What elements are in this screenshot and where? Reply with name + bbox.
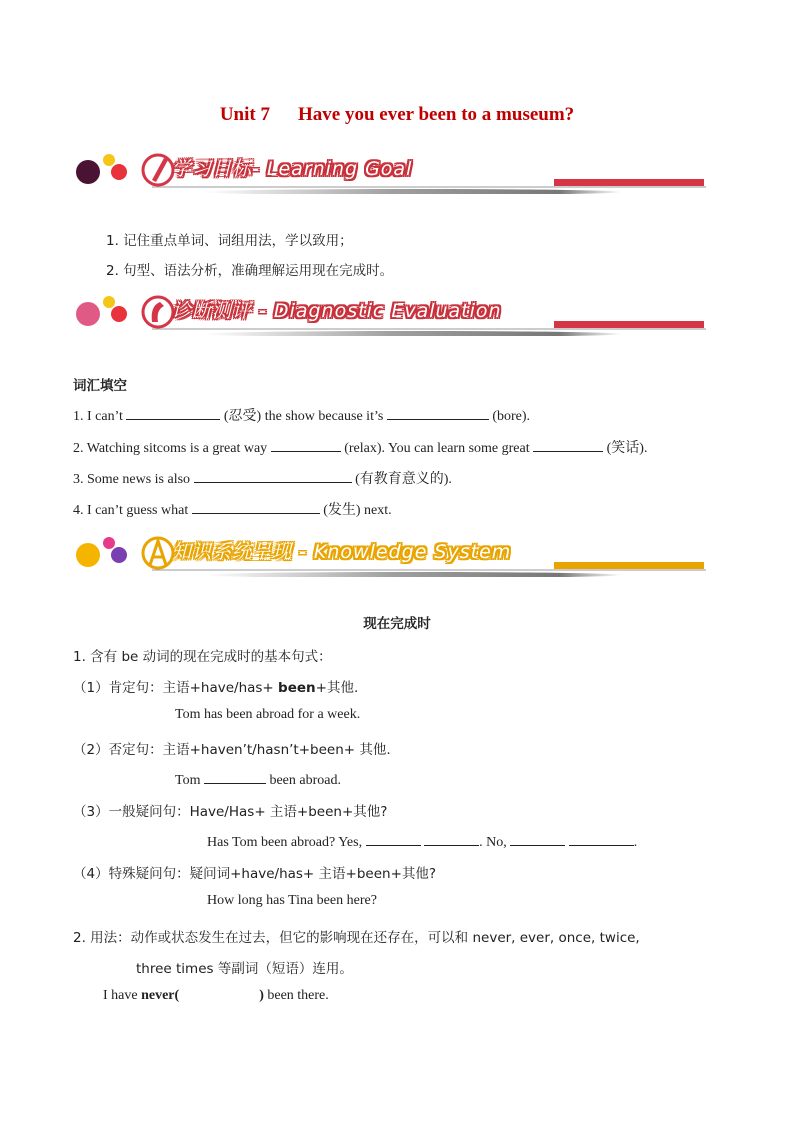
knowledge-point-2: 2. 用法：动作或状态发生在过去，但它的影响现在还存在，可以和 never, ever, once, twice, [73, 930, 640, 946]
page-title [0, 104, 794, 126]
dot-purple-icon [111, 547, 127, 563]
goal-item: 2. 句型、语法分析，准确理解运用现在完成时。 [106, 263, 394, 279]
vocab-question-4: 4. I can’t guess what (发生) next. [73, 499, 392, 519]
answer-blank[interactable] [126, 405, 220, 420]
answer-blank[interactable] [194, 468, 352, 483]
sentence-negative: （2）否定句：主语+haven’t/hasn’t+been+ 其他. [73, 742, 391, 758]
vocab-heading: 词汇填空 [73, 378, 127, 394]
answer-blank[interactable] [424, 831, 479, 846]
answer-blank[interactable] [204, 769, 266, 784]
sentence-affirmative: （1）肯定句：主语+have/has+ been+其他. [73, 680, 359, 696]
section-banner-knowledge [72, 533, 712, 577]
answer-blank[interactable] [510, 831, 565, 846]
banner-label: 知识系统呈现 - Knowledge System [172, 541, 512, 563]
dot-pink-icon [76, 302, 100, 326]
dot-red-icon [111, 306, 127, 322]
dot-pink-icon [103, 537, 115, 549]
answer-blank[interactable] [366, 831, 421, 846]
answer-blank[interactable] [192, 499, 320, 514]
vocab-question-2: 2. Watching sitcoms is a great way (relax). You can learn some great (笑话). [73, 437, 647, 457]
unit-label: Unit 7 [219, 104, 270, 125]
knowledge-point-1: 1. 含有 be 动词的现在完成时的基本句式： [73, 649, 332, 665]
example-wh-question: How long has Tina been here? [207, 893, 377, 908]
dot-yellow-icon [103, 154, 115, 166]
answer-blank[interactable] [387, 405, 489, 420]
example-negative: Tom been abroad. [175, 769, 341, 789]
section-banner-learning-goal [72, 150, 712, 194]
vocab-question-3: 3. Some news is also (有教育意义的). [73, 468, 452, 488]
example-affirmative: Tom has been abroad for a week. [175, 707, 361, 722]
usage-example: I have never( ) been there. [103, 988, 329, 1003]
banner-label: 诊断测评 - Diagnostic Evaluation [172, 300, 502, 322]
banner-label: 学习目标- Learning Goal [172, 158, 413, 180]
sentence-yes-no-question: （3）一般疑问句：Have/Has+ 主语+been+其他? [73, 804, 388, 820]
goal-item: 1. 记住重点单词、词组用法，学以致用； [106, 233, 353, 249]
example-yes-no-question: Has Tom been abroad? Yes, . No, . [207, 831, 637, 851]
dot-dark-icon [76, 160, 100, 184]
section-banner-diagnostic [72, 292, 712, 336]
dot-orange-icon [76, 543, 100, 567]
knowledge-point-2-cont: three times 等副词（短语）连用。 [136, 961, 353, 977]
answer-blank[interactable] [271, 437, 341, 452]
vocab-question-1: 1. I can’t (忍受) the show because it’s (bore). [73, 405, 530, 425]
answer-blank[interactable] [569, 831, 634, 846]
dot-yellow-icon [103, 296, 115, 308]
answer-blank[interactable] [533, 437, 603, 452]
sentence-wh-question: （4）特殊疑问句：疑问词+have/has+ 主语+been+其他? [73, 866, 437, 882]
section-title: 现在完成时 [363, 616, 431, 632]
dot-red-icon [111, 164, 127, 180]
unit-question: Have you ever been to a museum? [297, 104, 575, 125]
